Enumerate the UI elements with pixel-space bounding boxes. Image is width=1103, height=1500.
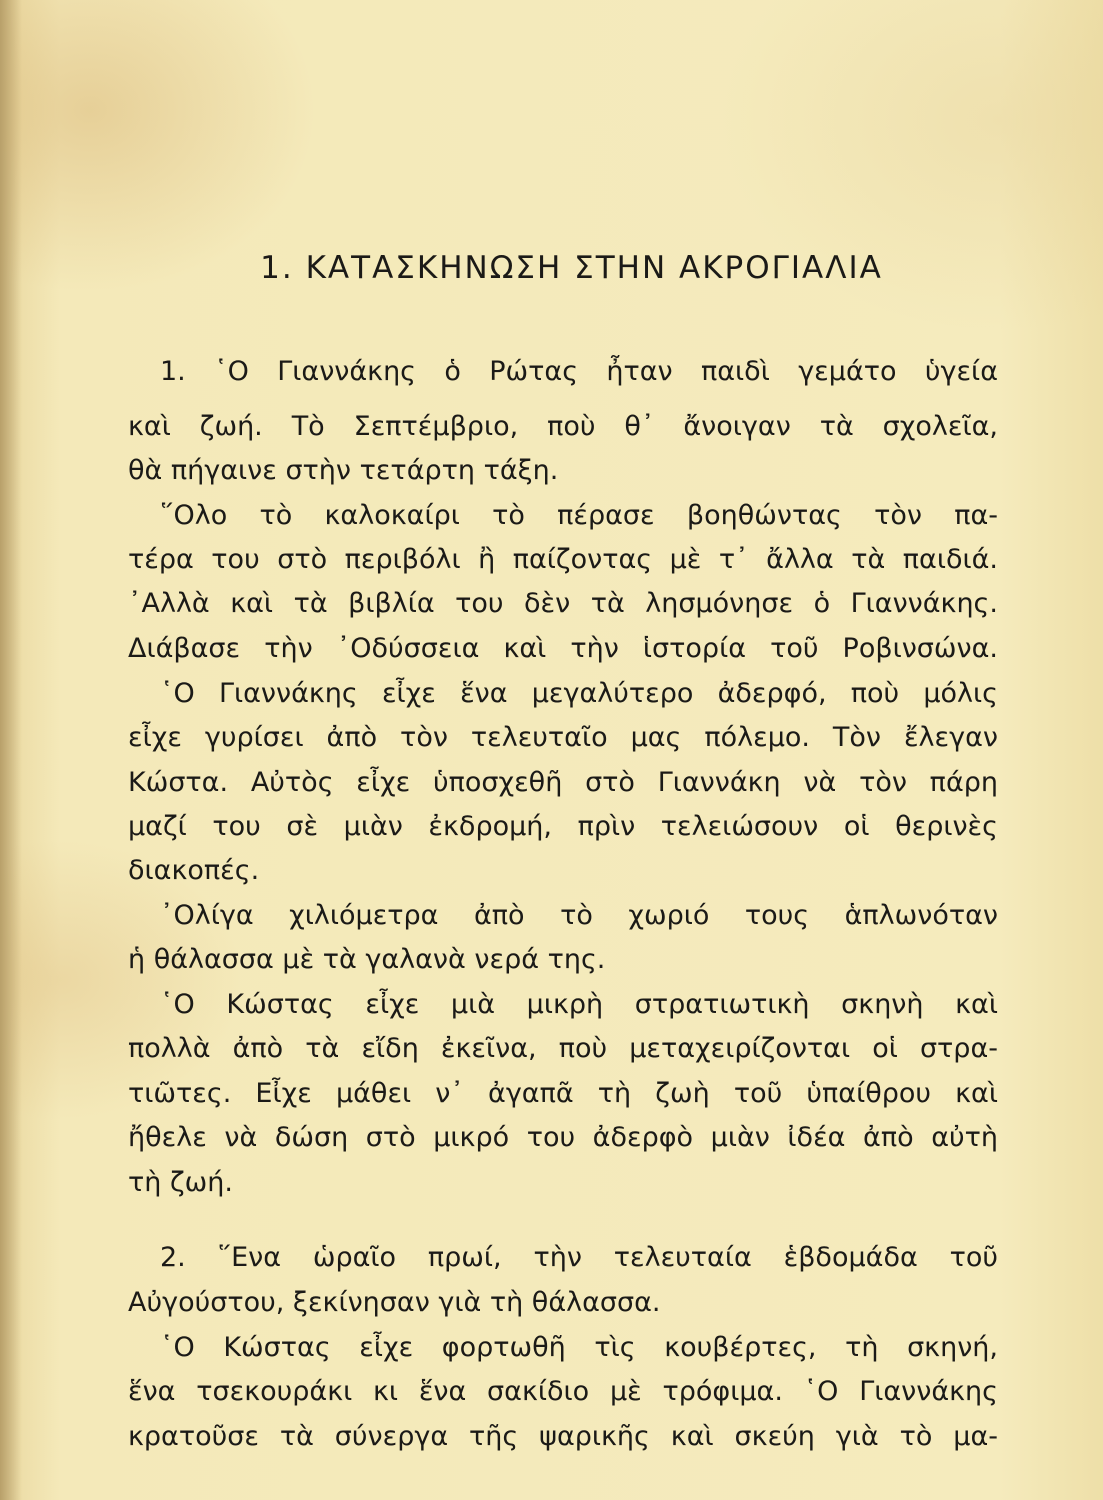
page-spine-shadow [0,0,22,1500]
text-line: τιῶτες. Εἶχε μάθει ν᾽ ἀγαπᾶ τὴ ζωὴ τοῦ ὑπαίθρου καὶ [128,1078,998,1109]
text-line: ῾Ο Κώστας εἶχε μιὰ μικρὴ στρατιωτικὴ σκηνὴ καὶ [160,989,998,1020]
text-line: ἡ θάλασσα μὲ τὰ γαλανὰ νερά της. [128,944,606,975]
text-line: Αὐγούστου, ξεκίνησαν γιὰ τὴ θάλασσα. [128,1287,661,1318]
text-line: ῾Ο Γιαννάκης εἶχε ἕνα μεγαλύτερο ἀδερφό, ποὺ μόλις [160,678,998,709]
text-line: πολλὰ ἀπὸ τὰ εἴδη ἐκεῖνα, ποὺ μεταχειρίζονται οἱ στρα- [128,1033,998,1064]
text-line: Κώστα. Αὐτὸς εἶχε ὑποσχεθῆ στὸ Γιαννάκη νὰ τὸν πάρη [128,767,998,798]
text-line: εἶχε γυρίσει ἀπὸ τὸν τελευταῖο μας πόλεμο. Τὸν ἔλεγαν [128,722,998,753]
text-line: 2. ῞Ενα ὡραῖο πρωί, τὴν τελευταία ἑβδομάδα τοῦ [160,1242,998,1273]
text-line: κρατοῦσε τὰ σύνεργα τῆς ψαρικῆς καὶ σκεύη γιὰ τὸ μα- [128,1421,998,1452]
text-line: Διάβασε τὴν ᾽Οδύσσεια καὶ τὴν ἱστορία τοῦ Ροβινσώνα. [128,633,998,664]
text-line: καὶ ζωή. Τὸ Σεπτέμβριο, ποὺ θ᾽ ἄνοιγαν τὰ σχολεῖα, [128,411,998,442]
text-line: τὴ ζωή. [128,1167,233,1198]
text-line: ἤθελε νὰ δώση στὸ μικρό του ἀδερφὸ μιὰν ἰδέα ἀπὸ αὐτὴ [128,1122,998,1153]
text-line: ἕνα τσεκουράκι κι ἕνα σακίδιο μὲ τρόφιμα. ῾Ο Γιαννάκης [128,1376,998,1407]
text-line: ᾽Ολίγα χιλιόμετρα ἀπὸ τὸ χωριό τους ἁπλωνόταν [160,900,998,931]
text-line: τέρα του στὸ περιβόλι ἢ παίζοντας μὲ τ᾽ ἄλλα τὰ παιδιά. [128,544,998,575]
text-line: 1. ῾Ο Γιαννάκης ὁ Ρώτας ἦταν παιδὶ γεμάτο ὑγεία [160,356,998,387]
text-line: ᾽Αλλὰ καὶ τὰ βιβλία του δὲν τὰ λησμόνησε ὁ Γιαννάκης. [128,588,998,619]
text-line: θὰ πήγαινε στὴν τετάρτη τάξη. [128,455,559,486]
text-line: ῾Ο Κώστας εἶχε φορτωθῆ τὶς κουβέρτες, τὴ σκηνή, [160,1332,998,1363]
text-line: διακοπές. [128,855,260,886]
chapter-title: 1. ΚΑΤΑΣΚΗΝΩΣΗ ΣΤΗΝ ΑΚΡΟΓΙΑΛΙΑ [260,250,883,286]
text-line: μαζί του σὲ μιὰν ἐκδρομή, πρὶν τελειώσουν οἱ θερινὲς [128,811,998,842]
text-line: ῞Ολο τὸ καλοκαίρι τὸ πέρασε βοηθώντας τὸν πα- [160,500,998,531]
